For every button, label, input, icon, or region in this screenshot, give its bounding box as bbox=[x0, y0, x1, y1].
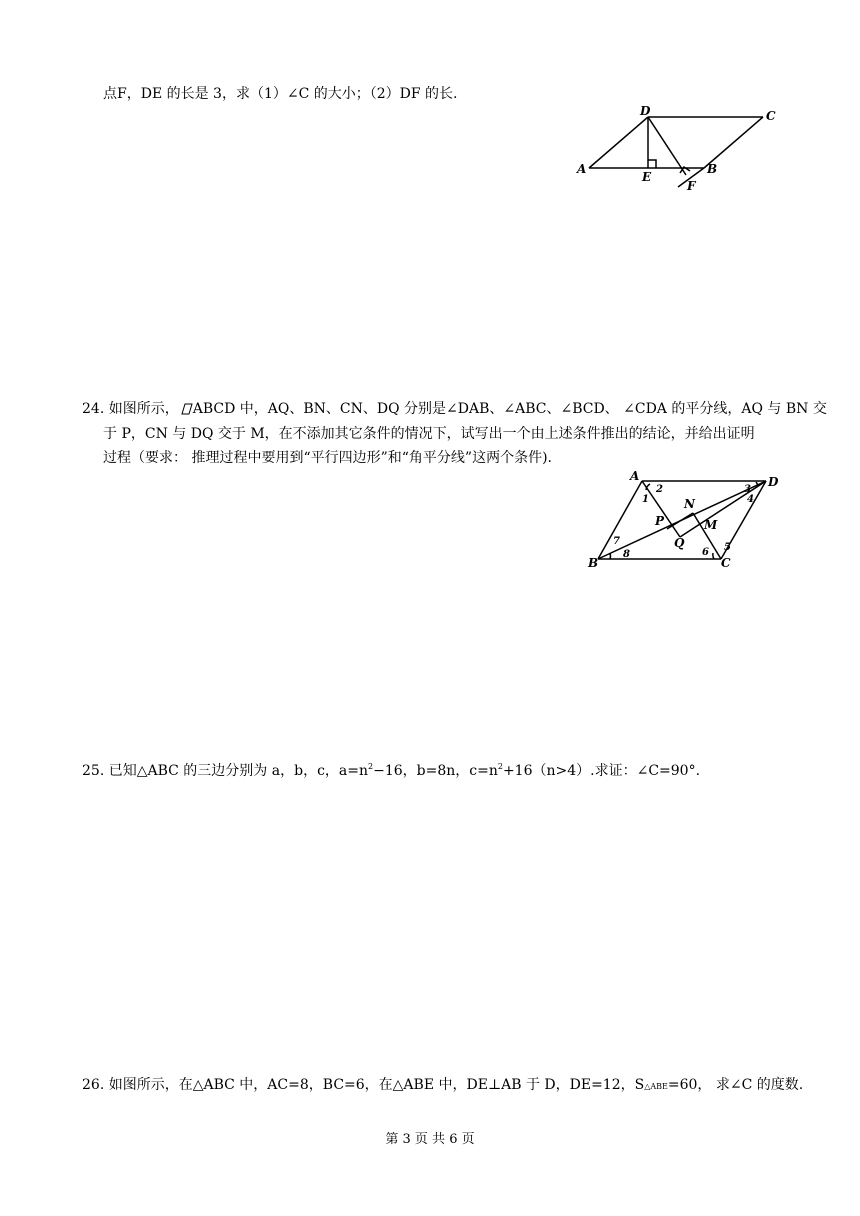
label-e: E bbox=[642, 170, 652, 184]
q24-line1: 24. 如图所示， ABCD 中，AQ、BN、CN、DQ 分别是∠DAB、∠ABC、∠BCD、 ∠CDA 的平分线，AQ 与 BN 交 bbox=[82, 401, 827, 417]
label-n: N bbox=[684, 497, 695, 511]
label-q: Q bbox=[674, 536, 685, 550]
label-c: C bbox=[721, 556, 731, 570]
label-c: C bbox=[766, 109, 776, 123]
angle-8: 8 bbox=[623, 549, 630, 560]
angle-3: 3 bbox=[744, 484, 751, 495]
figure-parallelogram-abcd bbox=[570, 105, 790, 195]
label-a: A bbox=[577, 162, 587, 176]
angle-7: 7 bbox=[613, 536, 620, 547]
angle-1: 1 bbox=[642, 494, 649, 505]
angle-4: 4 bbox=[747, 494, 754, 505]
label-d: D bbox=[768, 475, 779, 489]
label-d: D bbox=[640, 104, 651, 118]
q23-text: 点F，DE 的长是 3，求（1）∠C 的大小；（2）DF 的长. bbox=[103, 86, 458, 102]
angle-6: 6 bbox=[702, 547, 709, 558]
q24-line3: 过程（要求： 推理过程中要用到“平行四边形”和“角平分线”这两个条件). bbox=[103, 450, 552, 466]
label-f: F bbox=[687, 179, 696, 193]
label-p: P bbox=[655, 514, 665, 528]
q25-text: 25. 已知△ABC 的三边分别为 a，b，c，$a=n^2-16$，b=8n，$c=n^2+16(n>4)$.求证：∠C=90°. bbox=[82, 762, 701, 779]
q24-line2: 于 P，CN 与 DQ 交于 M，在不添加其它条件的情况下，试写出一个由上述条件推出的结论，并给出证明 bbox=[103, 426, 755, 442]
q26-text: 26. 如图所示，在△ABC 中，AC=8，BC=6，在△ABE 中，DE⊥AB 于 D，DE=12，S△ABE=60， 求∠C 的度数. bbox=[82, 1077, 804, 1093]
label-a: A bbox=[630, 469, 640, 483]
page-footer: 第 3 页 共 6 页 bbox=[385, 1132, 475, 1147]
parallelogram-symbol-icon bbox=[179, 403, 193, 415]
angle-5: 5 bbox=[724, 542, 731, 553]
angle-2: 2 bbox=[656, 484, 663, 495]
label-b: B bbox=[588, 556, 599, 570]
figure-parallelogram-bisectors bbox=[580, 470, 790, 580]
label-m: M bbox=[704, 518, 718, 532]
label-b: B bbox=[707, 162, 718, 176]
